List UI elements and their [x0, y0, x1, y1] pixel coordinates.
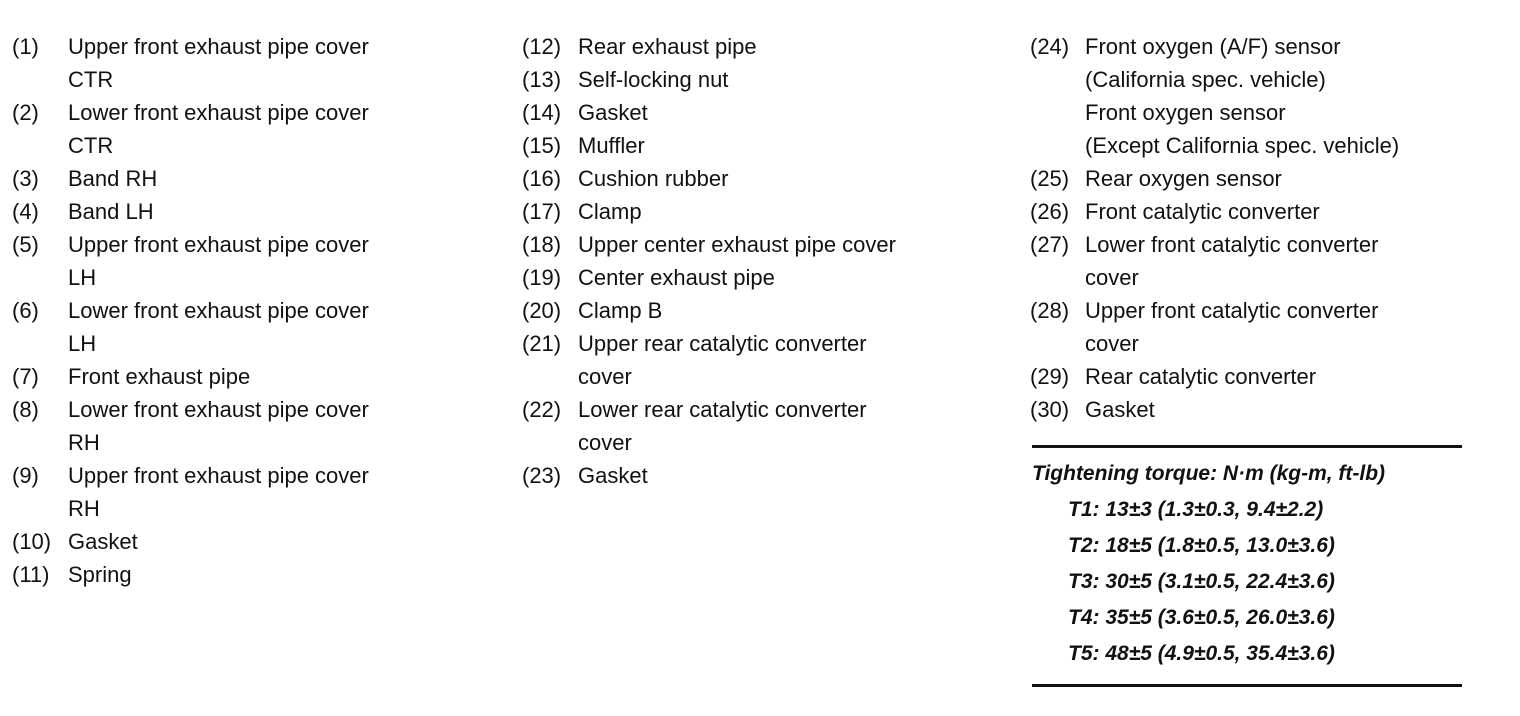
part-item	[12, 558, 369, 591]
part-description-line: Band LH	[68, 199, 154, 224]
parts-list-column-3	[1030, 30, 1399, 426]
part-description	[1085, 393, 1155, 426]
part-description-line: Lower front exhaust pipe cover	[68, 397, 369, 422]
part-description-line: Front oxygen (A/F) sensor	[1085, 34, 1341, 59]
part-description	[578, 96, 648, 129]
part-number: (7)	[12, 364, 39, 389]
part-description	[578, 261, 775, 294]
part-number: (10)	[12, 529, 52, 554]
part-description-line: Gasket	[578, 100, 648, 125]
part-description	[578, 327, 867, 393]
part-description	[1085, 228, 1378, 294]
part-description-line: Lower front exhaust pipe cover	[68, 298, 369, 323]
tightening-torque-box	[1032, 445, 1462, 687]
part-item	[12, 195, 369, 228]
part-number: (5)	[12, 232, 39, 257]
part-description-line: Clamp	[578, 199, 642, 224]
part-item	[522, 327, 896, 393]
part-description-line: Gasket	[68, 529, 138, 554]
part-number: (20)	[522, 298, 562, 323]
torque-row-t4: T4: 35±5 (3.6±0.5, 26.0±3.6)	[1068, 606, 1335, 629]
part-description	[1085, 360, 1316, 393]
part-number: (15)	[522, 133, 562, 158]
part-description	[578, 129, 645, 162]
part-item	[1030, 360, 1399, 393]
part-description	[68, 558, 132, 591]
part-description-line: Upper front exhaust pipe cover	[68, 232, 369, 257]
part-number: (29)	[1030, 364, 1070, 389]
part-item	[12, 30, 369, 96]
part-number: (27)	[1030, 232, 1070, 257]
part-description	[68, 459, 369, 525]
part-description-line: Front exhaust pipe	[68, 364, 251, 389]
part-description	[578, 195, 642, 228]
part-item	[12, 162, 369, 195]
part-number: (12)	[522, 34, 562, 59]
part-number: (4)	[12, 199, 39, 224]
parts-list-column-2	[522, 30, 896, 492]
part-item	[522, 129, 896, 162]
part-number: (3)	[12, 166, 39, 191]
part-item	[1030, 195, 1399, 228]
part-number: (9)	[12, 463, 39, 488]
part-number: (30)	[1030, 397, 1070, 422]
part-item	[522, 261, 896, 294]
part-description-line: Upper front exhaust pipe cover	[68, 463, 369, 488]
part-number: (19)	[522, 265, 562, 290]
part-description	[1085, 294, 1378, 360]
part-description-line: Upper front catalytic converter	[1085, 298, 1379, 323]
part-number: (8)	[12, 397, 39, 422]
part-number: (18)	[522, 232, 562, 257]
part-number: (23)	[522, 463, 562, 488]
part-description	[68, 360, 250, 393]
part-description-line: Lower front exhaust pipe cover	[68, 100, 369, 125]
part-number: (25)	[1030, 166, 1070, 191]
part-description-line: Gasket	[578, 463, 648, 488]
parts-list-column-1	[12, 30, 369, 591]
part-description-line: cover	[1085, 331, 1139, 356]
part-description-line: (Except California spec. vehicle)	[1085, 133, 1400, 158]
part-description-line: Cushion rubber	[578, 166, 729, 191]
part-description	[578, 63, 728, 96]
part-item	[12, 459, 369, 525]
part-item	[522, 294, 896, 327]
part-item	[12, 360, 369, 393]
part-description-line: Upper rear catalytic converter	[578, 331, 867, 356]
torque-row-t3: T3: 30±5 (3.1±0.5, 22.4±3.6)	[1068, 570, 1335, 593]
part-description-line: cover	[1085, 265, 1139, 290]
torque-row-t1: T1: 13±3 (1.3±0.3, 9.4±2.2)	[1068, 498, 1324, 521]
part-description-line: LH	[68, 265, 97, 290]
part-description-line: cover	[578, 430, 632, 455]
part-description	[68, 30, 369, 96]
part-description-line: Gasket	[1085, 397, 1155, 422]
part-item	[522, 393, 896, 459]
part-description	[578, 294, 662, 327]
torque-bottom-rule	[1032, 684, 1462, 687]
part-description	[1085, 162, 1282, 195]
part-description-line: Clamp B	[578, 298, 663, 323]
torque-top-rule	[1032, 445, 1462, 448]
part-number: (16)	[522, 166, 562, 191]
part-number: (14)	[522, 100, 562, 125]
part-number: (2)	[12, 100, 39, 125]
part-description	[68, 162, 157, 195]
part-description-line: CTR	[68, 133, 114, 158]
part-description	[578, 459, 648, 492]
part-number: (21)	[522, 331, 562, 356]
part-item	[12, 393, 369, 459]
part-description-line: Lower front catalytic converter	[1085, 232, 1379, 257]
part-item	[12, 294, 369, 360]
part-item	[522, 30, 896, 63]
part-description	[68, 294, 369, 360]
part-item	[1030, 294, 1399, 360]
part-description-line: RH	[68, 430, 100, 455]
part-description-line: Self-locking nut	[578, 67, 729, 92]
part-description-line: CTR	[68, 67, 114, 92]
part-number: (28)	[1030, 298, 1070, 323]
part-description	[578, 393, 867, 459]
torque-row-t2: T2: 18±5 (1.8±0.5, 13.0±3.6)	[1068, 534, 1335, 557]
part-item	[522, 459, 896, 492]
part-item	[1030, 162, 1399, 195]
part-number: (17)	[522, 199, 562, 224]
part-item	[1030, 393, 1399, 426]
part-description	[578, 228, 896, 261]
part-description-line: Rear exhaust pipe	[578, 34, 757, 59]
part-description-line: Upper center exhaust pipe cover	[578, 232, 896, 257]
part-number: (11)	[12, 562, 50, 587]
part-description-line: RH	[68, 496, 100, 521]
part-number: (26)	[1030, 199, 1070, 224]
part-number: (6)	[12, 298, 39, 323]
part-item	[1030, 30, 1399, 162]
part-item	[522, 162, 896, 195]
part-description	[578, 30, 757, 63]
part-item	[522, 228, 896, 261]
part-description-line: Front oxygen sensor	[1085, 100, 1286, 125]
part-item	[522, 63, 896, 96]
part-description	[68, 96, 369, 162]
part-number: (1)	[12, 34, 39, 59]
part-description	[68, 228, 369, 294]
part-description-line: Lower rear catalytic converter	[578, 397, 867, 422]
part-description-line: Band RH	[68, 166, 158, 191]
part-description-line: Muffler	[578, 133, 645, 158]
part-description-line: LH	[68, 331, 97, 356]
part-description-line: Front catalytic converter	[1085, 199, 1320, 224]
part-item	[12, 228, 369, 294]
part-item	[12, 525, 369, 558]
part-item	[12, 96, 369, 162]
part-description	[68, 195, 154, 228]
part-description	[1085, 195, 1320, 228]
part-number: (24)	[1030, 34, 1070, 59]
part-description	[578, 162, 728, 195]
part-description	[1085, 30, 1399, 162]
torque-title: Tightening torque: N·m (kg-m, ft-lb)	[1032, 462, 1386, 485]
part-description-line: Upper front exhaust pipe cover	[68, 34, 369, 59]
part-number: (22)	[522, 397, 562, 422]
part-description-line: Rear oxygen sensor	[1085, 166, 1282, 191]
part-description	[68, 525, 138, 558]
part-number: (13)	[522, 67, 562, 92]
part-item	[522, 96, 896, 129]
part-description-line: Spring	[68, 562, 132, 587]
part-item	[522, 195, 896, 228]
part-description-line: cover	[578, 364, 632, 389]
part-item	[1030, 228, 1399, 294]
part-description-line: (California spec. vehicle)	[1085, 67, 1326, 92]
part-description-line: Rear catalytic converter	[1085, 364, 1317, 389]
torque-row-t5: T5: 48±5 (4.9±0.5, 35.4±3.6)	[1068, 642, 1335, 665]
part-description	[68, 393, 369, 459]
part-description-line: Center exhaust pipe	[578, 265, 775, 290]
